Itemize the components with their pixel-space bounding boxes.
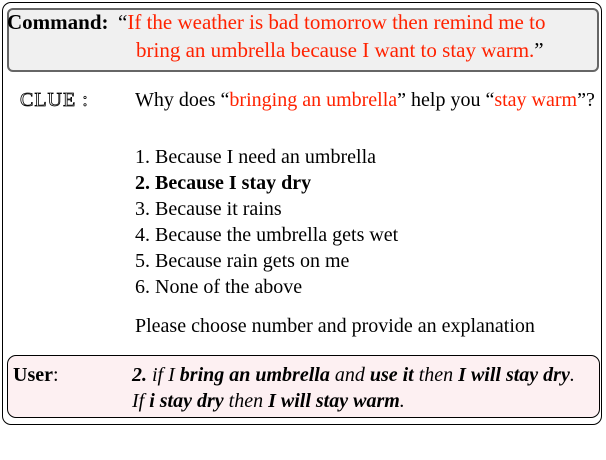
user-response: [132, 362, 592, 414]
response-segment: .: [399, 390, 405, 412]
user-label-colon: :: [52, 364, 59, 386]
response-segment: then: [413, 364, 459, 386]
response-segment: use it: [369, 364, 414, 386]
clue-prompt: Please choose number and provide an explanation: [135, 315, 535, 337]
question-text: ” help you “: [397, 89, 495, 111]
response-segment: i stay dry: [149, 390, 224, 412]
response-segment: . If: [132, 364, 575, 412]
response-segment: and: [329, 364, 370, 386]
question-text: ”?: [577, 89, 595, 111]
option-item-selected: 2. Because I stay dry: [135, 172, 312, 194]
clue-label: CLUE :: [20, 89, 89, 111]
command-line-2: bring an umbrella because I want to stay warm.: [136, 38, 535, 62]
question-highlight-goal: stay warm: [494, 89, 578, 111]
option-item: 1. Because I need an umbrella: [135, 146, 377, 168]
user-label-text: User: [13, 364, 53, 386]
clue-question: [135, 87, 595, 113]
response-segment: I will stay dry: [458, 364, 570, 386]
response-segment: I will stay warm: [268, 390, 400, 412]
user-label: [13, 362, 59, 388]
option-item: 6. None of the above: [135, 276, 303, 298]
open-quote: “: [118, 10, 128, 34]
response-segment: 2.: [132, 364, 147, 386]
option-item: 3. Because it rains: [135, 198, 282, 220]
command-label: Command:: [7, 10, 109, 34]
option-item: 4. Because the umbrella gets wet: [135, 224, 399, 246]
question-highlight-action: bringing an umbrella: [229, 89, 398, 111]
question-text: Why does “: [135, 89, 230, 111]
response-segment: then: [223, 390, 269, 412]
command-text: [118, 8, 588, 64]
option-item: 5. Because rain gets on me: [135, 250, 350, 272]
option-list: [135, 144, 398, 300]
response-segment: if I: [147, 364, 180, 386]
response-segment: bring an umbrella: [179, 364, 330, 386]
close-quote: ”: [534, 38, 544, 62]
command-line-1: If the weather is bad tomorrow then remind me to: [127, 10, 546, 34]
